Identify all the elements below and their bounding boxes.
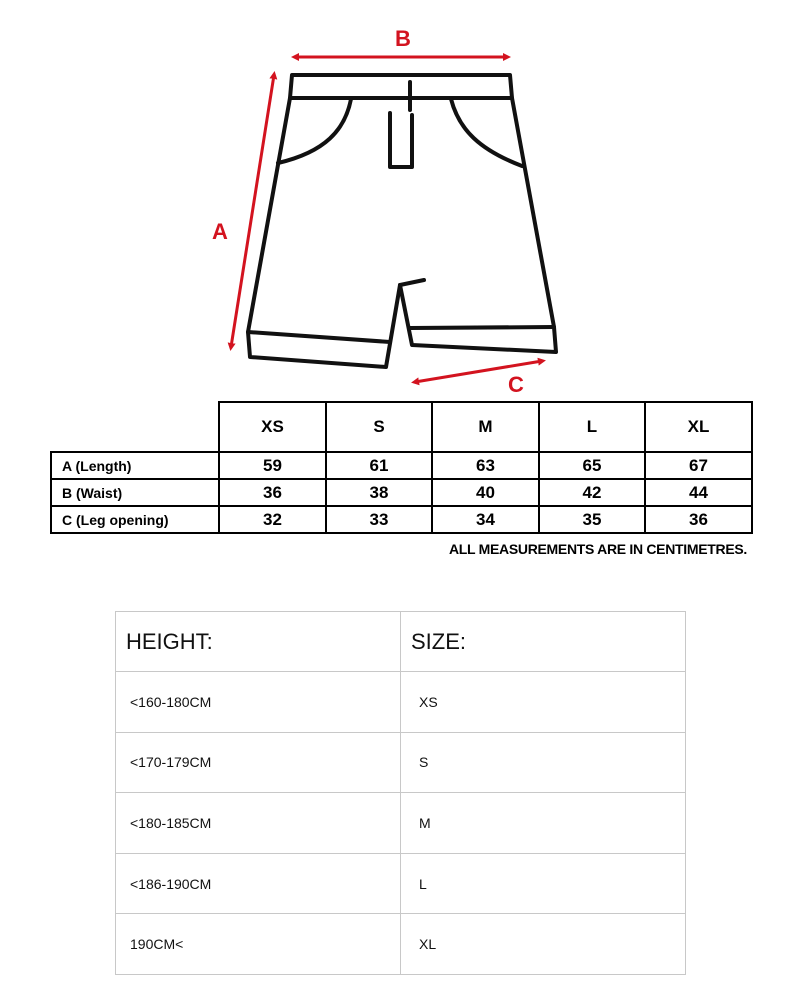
dimension-b-label: B	[395, 26, 411, 51]
size-header: SIZE:	[401, 612, 686, 672]
height-size-table	[115, 611, 686, 975]
dimension-a-label: A	[212, 219, 228, 244]
measurement-value: 40	[432, 479, 539, 506]
measurement-value: 59	[219, 452, 326, 479]
dimension-c-label: C	[508, 372, 524, 397]
shorts-diagram	[0, 0, 800, 400]
height-range: <180-185CM	[116, 793, 401, 854]
measurement-value: 36	[219, 479, 326, 506]
measurement-value: 63	[432, 452, 539, 479]
table-row	[116, 732, 686, 793]
table-row	[116, 853, 686, 914]
size-header: XL	[645, 402, 752, 452]
height-header: HEIGHT:	[116, 612, 401, 672]
height-range: 190CM<	[116, 914, 401, 975]
table-row	[51, 452, 752, 479]
size-value: XL	[401, 914, 686, 975]
row-label: C (Leg opening)	[51, 506, 219, 533]
table-row	[51, 506, 752, 533]
height-range: <170-179CM	[116, 732, 401, 793]
size-header: M	[432, 402, 539, 452]
measurement-table	[50, 401, 753, 534]
size-value: S	[401, 732, 686, 793]
height-range: <186-190CM	[116, 853, 401, 914]
measurement-value: 67	[645, 452, 752, 479]
table-row	[116, 914, 686, 975]
measurement-value: 38	[326, 479, 432, 506]
measurement-value: 42	[539, 479, 645, 506]
row-label: A (Length)	[51, 452, 219, 479]
size-value: XS	[401, 672, 686, 733]
measurement-value: 61	[326, 452, 432, 479]
size-header: S	[326, 402, 432, 452]
size-value: M	[401, 793, 686, 854]
height-size-header-row	[116, 612, 686, 672]
row-label: B (Waist)	[51, 479, 219, 506]
measurement-value: 65	[539, 452, 645, 479]
size-header: XS	[219, 402, 326, 452]
measurement-value: 44	[645, 479, 752, 506]
measurement-value: 32	[219, 506, 326, 533]
table-row	[116, 672, 686, 733]
size-value: L	[401, 853, 686, 914]
size-header: L	[539, 402, 645, 452]
height-range: <160-180CM	[116, 672, 401, 733]
measurement-value: 33	[326, 506, 432, 533]
shorts-outline-icon	[248, 75, 556, 367]
size-header-row	[51, 402, 752, 452]
table-row	[51, 479, 752, 506]
measurement-value: 34	[432, 506, 539, 533]
units-note: ALL MEASUREMENTS ARE IN CENTIMETRES.	[449, 541, 747, 557]
measurement-value: 36	[645, 506, 752, 533]
header-corner	[51, 402, 219, 452]
table-row	[116, 793, 686, 854]
measurement-value: 35	[539, 506, 645, 533]
